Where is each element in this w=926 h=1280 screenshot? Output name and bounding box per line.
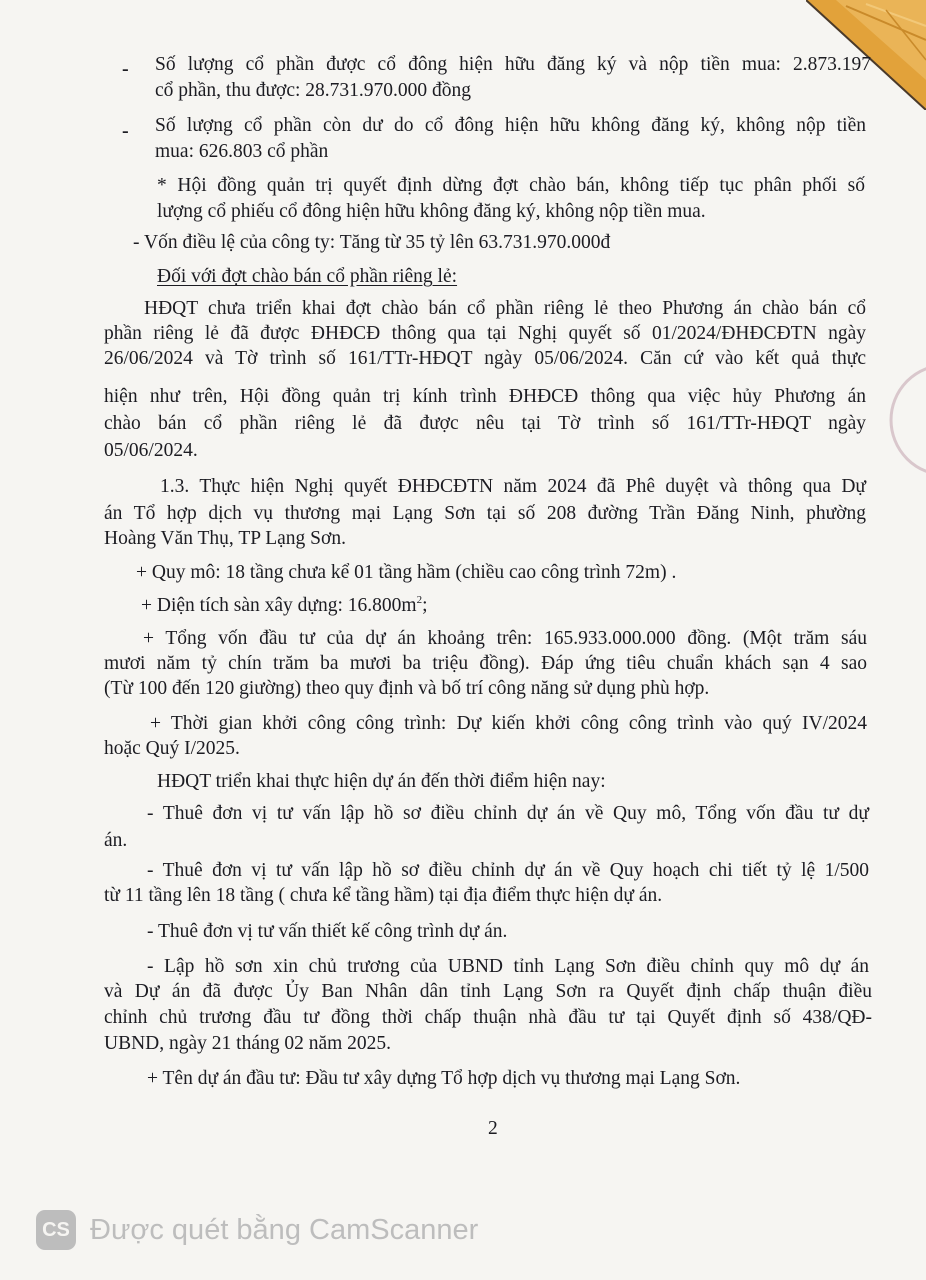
private-para-line: hiện như trên, Hội đồng quản trị kính trình ĐHĐCĐ thông qua việc hủy Phương án <box>104 386 866 407</box>
task-3: - Thuê đơn vị tư vấn thiết kế công trình dự án. <box>147 921 508 942</box>
task-1-line: án. <box>104 830 128 851</box>
stamp-edge-mark <box>886 360 926 480</box>
task-4-line: - Lập hồ sơn xin chủ trương của UBND tỉnh Lạng Sơn điều chỉnh quy mô dự án <box>147 956 869 977</box>
bullet-dash: - <box>122 120 129 142</box>
task-2-line: - Thuê đơn vị tư vấn lập hồ sơ điều chỉnh dự án về Quy hoạch chi tiết tỷ lệ 1/500 <box>147 860 869 881</box>
bullet-2-line-2: mua: 626.803 cổ phần <box>155 141 329 162</box>
board-note-line-2: lượng cổ phiếu cổ đông hiện hữu không đăng ký, không nộp tiền mua. <box>157 201 706 222</box>
camscanner-watermark <box>36 1208 478 1252</box>
floor-area-superscript: 2 <box>416 594 423 606</box>
private-para-line: chào bán cổ phần riêng lẻ đã được nêu tại Tờ trình số 161/TTr-HĐQT ngày <box>104 413 866 434</box>
investment-line: + Tổng vốn đầu tư của dự án khoảng trên: 165.933.000.000 đồng. (Một trăm sáu <box>143 628 867 649</box>
investment-line: (Từ 100 đến 120 giường) theo quy định và bố trí công năng sử dụng phù hợp. <box>104 678 710 699</box>
investment-line: mươi năm tỷ chín trăm ba mươi ba triệu đồng). Đáp ứng tiêu chuẩn khách sạn 4 sao <box>104 653 867 674</box>
floor-area-text: + Diện tích sàn xây dựng: 16.800m <box>141 595 417 616</box>
charter-capital: - Vốn điều lệ của công ty: Tăng từ 35 tỷ lên 63.731.970.000đ <box>133 232 611 253</box>
task-4-line: chỉnh chủ trương đầu tư đồng thời chấp thuận nhà đầu tư tại Quyết định số 438/QĐ- <box>104 1007 872 1028</box>
page-number: 2 <box>488 1118 498 1139</box>
task-2-line: từ 11 tầng lên 18 tầng ( chưa kể tầng hầm) tại địa điểm thực hiện dự án. <box>104 885 663 906</box>
bullet-dash: - <box>122 58 129 80</box>
board-note-line-1: * Hội đồng quản trị quyết định dừng đợt chào bán, không tiếp tục phân phối số <box>157 175 865 196</box>
section-1-3-line: án Tổ hợp dịch vụ thương mại Lạng Sơn tại số 208 đường Trần Đăng Ninh, phường <box>104 503 866 524</box>
floor-area <box>141 594 428 618</box>
private-para-line: 05/06/2024. <box>104 440 198 461</box>
project-scale: + Quy mô: 18 tầng chưa kể 01 tầng hầm (chiều cao công trình 72m) . <box>136 562 677 583</box>
project-name: + Tên dự án đầu tư: Đầu tư xây dựng Tổ hợp dịch vụ thương mại Lạng Sơn. <box>147 1068 741 1089</box>
task-4-line: và Dự án đã được Ủy Ban Nhân dân tỉnh Lạng Sơn ra Quyết định chấp thuận điều <box>104 981 872 1002</box>
start-time-line: hoặc Quý I/2025. <box>104 738 240 759</box>
private-offering-heading: Đối với đợt chào bán cổ phần riêng lẻ: <box>157 266 458 287</box>
camscanner-logo-icon: CS <box>36 1210 76 1250</box>
task-4-line: UBND, ngày 21 tháng 02 năm 2025. <box>104 1033 392 1054</box>
private-para-line: phần riêng lẻ đã được ĐHĐCĐ thông qua tại Nghị quyết số 01/2024/ĐHĐCĐTN ngày <box>104 323 866 344</box>
bullet-2-line-1: Số lượng cổ phần còn dư do cổ đông hiện hữu không đăng ký, không nộp tiền <box>155 115 866 136</box>
private-para-line: 26/06/2024 và Tờ trình số 161/TTr-HĐQT ngày 05/06/2024. Căn cứ vào kết quả thực <box>104 348 866 369</box>
floor-area-end: ; <box>422 595 428 616</box>
section-1-3-line: Hoàng Văn Thụ, TP Lạng Sơn. <box>104 528 346 549</box>
bullet-1-line-2: cổ phần, thu được: 28.731.970.000 đồng <box>155 80 472 101</box>
camscanner-watermark-text: Được quét bằng CamScanner <box>90 1213 479 1246</box>
hdqt-intro: HĐQT triển khai thực hiện dự án đến thời điểm hiện nay: <box>157 771 606 792</box>
task-1-line: - Thuê đơn vị tư vấn lập hồ sơ điều chỉnh dự án về Quy mô, Tổng vốn đầu tư dự <box>147 803 869 824</box>
start-time-line: + Thời gian khởi công công trình: Dự kiến khởi công công trình vào quý IV/2024 <box>150 713 867 734</box>
bullet-1-line-1: Số lượng cổ phần được cổ đông hiện hữu đăng ký và nộp tiền mua: 2.873.197 <box>155 54 871 75</box>
private-para-line: HĐQT chưa triển khai đợt chào bán cổ phần riêng lẻ theo Phương án chào bán cổ <box>144 298 866 319</box>
section-1-3-line: 1.3. Thực hiện Nghị quyết ĐHĐCĐTN năm 2024 đã Phê duyệt và thông qua Dự <box>160 476 866 497</box>
